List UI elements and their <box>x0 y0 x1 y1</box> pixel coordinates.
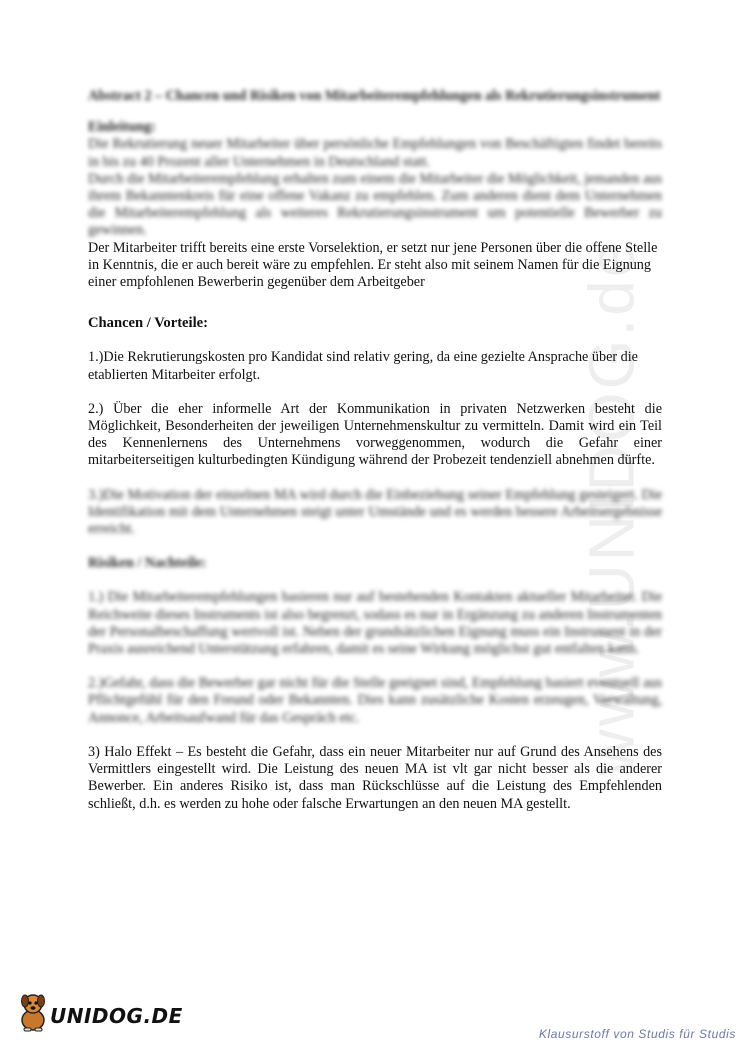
spacer <box>88 291 662 315</box>
intro-blurred-paragraph-1: Die Rekrutierung neuer Mitarbeiter über persönliche Empfehlungen von Beschäftigten findet bereits in bis zu 40 Prozent aller Unternehmen in Deutschland statt. <box>88 136 662 170</box>
footer-tagline: Klausurstoff von Studis für Studis <box>538 1027 736 1041</box>
intro-heading: Einleitung: <box>88 119 156 136</box>
spacer <box>88 538 662 555</box>
chancen-heading: Chancen / Vorteile: <box>88 315 208 332</box>
spacer <box>88 105 662 119</box>
risiken-item-1: 1.) Die Mitarbeiterempfehlungen basieren nur auf bestehenden Kontakten aktueller Mitarbeiter. Die Reichweite dieses Instruments ist also begrenzt, sodass es nur in Ergänzung zu anderen Instrumenten der Personalbeschaffung wertvoll ist. Neben der grundsätzlichen Eignung muss ein Instrument in der Praxis ausreichend Unterstützung erfahren, damit es seine Wirkung möglichst gut entfalten kann. <box>88 589 662 658</box>
unidog-logo <box>18 990 183 1032</box>
document-body <box>88 88 662 813</box>
watermark-text: www.UNIDOG.de <box>575 238 648 776</box>
chancen-item-2: 2.) Über die eher informelle Art der Kommunikation in privaten Netzwerken besteht die Möglichkeit, Besonderheiten der jeweiligen Unternehmenskultur zu vermitteln. Damit wird ein Teil des Kennenlernens des Unternehmens vorweggenommen, wodurch die Gefahr einer mitarbeiterseitigen kulturbedingten Kündigung während der Probezeit tendenziell abnehmen dürfte. <box>88 400 662 469</box>
chancen-item-3: 3.)Die Motivation der einzelnen MA wird durch die Einbeziehung seiner Empfehlung gesteigert. Die Identifikation mit dem Unternehmen steigt unter Umstände und es werden bessere Arbeitsergebnisse erreicht. <box>88 486 662 538</box>
intro-blurred-paragraph-2: Durch die Mitarbeiterempfehlung erhalten zum einem die Mitarbeiter die Möglichkeit, jemanden aus ihrem Bekanntenkreis für eine offene Vakanz zu empfehlen. Zum anderen dient dem Unternehmen die Mitarbeiterempfehlung als weiteres Rekrutierungsinstrument um potentielle Bewerber zu gewinnen. <box>88 170 662 239</box>
spacer <box>88 332 662 349</box>
spacer <box>88 658 662 675</box>
dog-mascot-icon <box>18 990 48 1032</box>
risiken-item-2: 2.)Gefahr, dass die Bewerber gar nicht für die Stelle geeignet sind, Empfehlung basiert eventuell aus Pflichtgefühl für den Freund oder Bekannten. Dies kann zusätzliche Kosten erzeugen, Verwaltung, Annonce, Arbeitsaufwand für das Gespräch etc. <box>88 675 662 726</box>
spacer <box>88 572 662 589</box>
intro-visible-paragraph: Der Mitarbeiter trifft bereits eine erste Vorselektion, er setzt nur jene Personen über die offene Stelle in Kenntnis, die er auch bereit wäre zu empfehlen. Er steht also mit seinem Namen für die Eignung einer empfohlenen Bewerberin gegenüber dem Arbeitgeber <box>88 239 658 291</box>
spacer <box>88 470 662 487</box>
risiken-heading: Risiken / Nachteile: <box>88 555 207 572</box>
chancen-item-1: 1.)Die Rekrutierungskosten pro Kandidat sind relativ gering, da eine gezielte Ansprache über die etablierten Mitarbeiter erfolgt. <box>88 349 638 383</box>
risiken-item-3: 3) Halo Effekt – Es besteht die Gefahr, dass ein neuer Mitarbeiter nur auf Grund des Ansehens des Vermittlers eingestellt wird. Die Leistung des neuen MA ist vlt gar nicht besser als die anderer Bewerber. Ein anderes Risiko ist, dass man Rückschlüsse auf die Leistung des Empfehlenden schließt, d.h. es werden zu hohe oder falsche Erwartungen an den neuen MA gestellt. <box>88 743 662 812</box>
document-title: Abstract 2 – Chancen und Risiken von Mitarbeiterempfehlungen als Rekrutierungsinstrument <box>88 88 661 104</box>
spacer <box>88 727 662 744</box>
logo-text: UNIDOG.DE <box>50 1004 183 1028</box>
spacer <box>88 384 662 401</box>
